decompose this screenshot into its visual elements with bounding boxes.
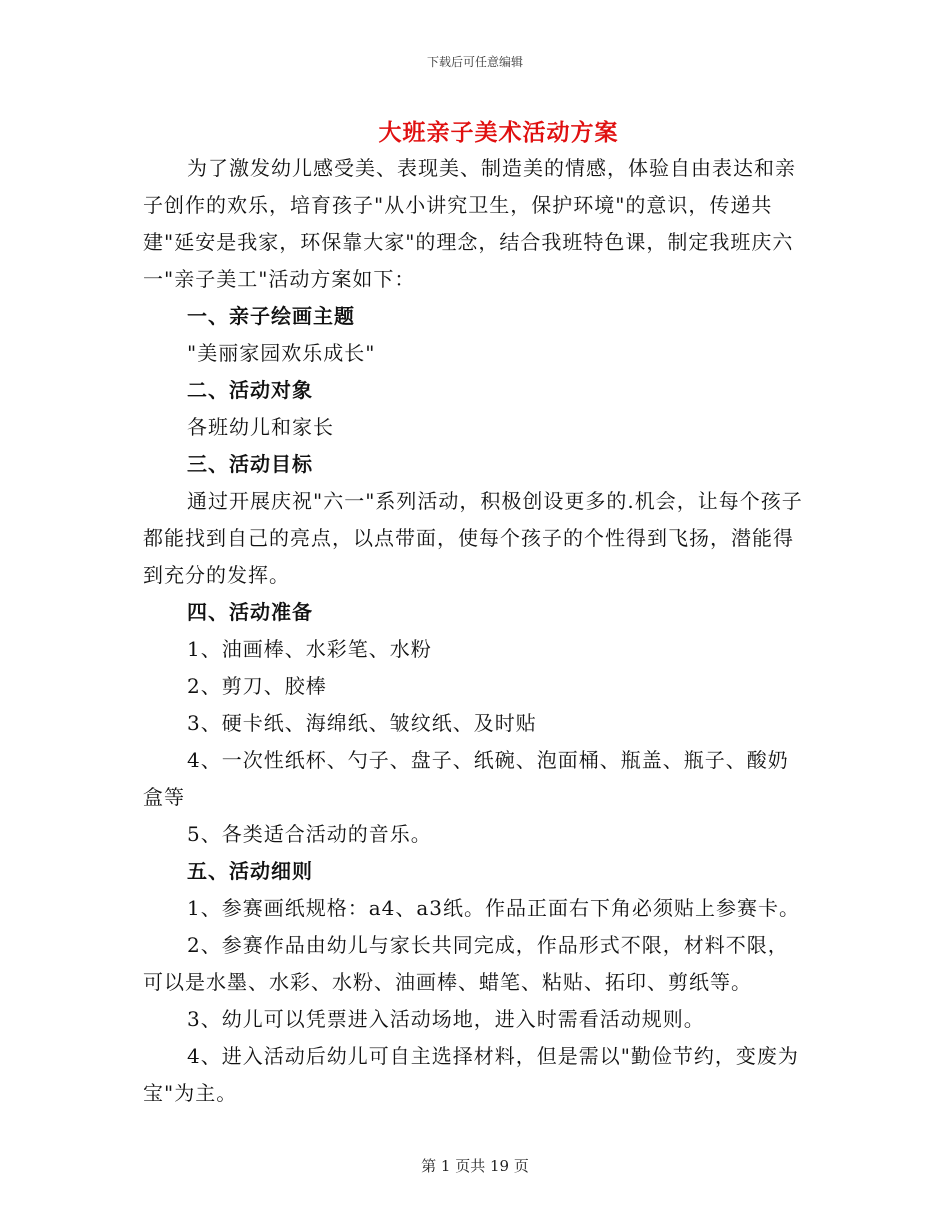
section-heading-theme: 一、亲子绘画主题 (187, 304, 355, 328)
page-header-note: 下载后可任意编辑 (426, 55, 523, 69)
list-item: 4、进入活动后幼儿可自主选择材料，但是需以"勤俭节约，变废为宝"为主。 (143, 1044, 799, 1105)
list-item: 1、参赛画纸规格：a4、a3纸。作品正面右下角必须贴上参赛卡。 (187, 896, 801, 920)
section-heading-rules: 五、活动细则 (187, 859, 313, 883)
section-paragraph: "美丽家园欢乐成长" (187, 341, 376, 365)
page-number-footer: 第 1 页共 19 页 (421, 1157, 529, 1175)
document-body (143, 150, 808, 1112)
list-item: 5、各类适合活动的音乐。 (187, 822, 432, 846)
list-item: 2、参赛作品由幼儿与家长共同完成，作品形式不限，材料不限，可以是水墨、水彩、水粉、油画棒、蜡笔、粘贴、拓印、剪纸等。 (143, 933, 789, 994)
section-heading-preparation: 四、活动准备 (187, 600, 313, 624)
list-item: 3、幼儿可以凭票进入活动场地，进入时需看活动规则。 (187, 1007, 705, 1031)
section-paragraph: 各班幼儿和家长 (187, 415, 334, 439)
section-paragraph: 通过开展庆祝"六一"系列活动，积极创设更多的.机会，让每个孩子都能找到自己的亮点，以点带面，使每个孩子的个性得到飞扬，潜能得到充分的发挥。 (143, 489, 803, 587)
document-title: 大班亲子美术活动方案 (378, 119, 619, 146)
intro-paragraph: 为了激发幼儿感受美、表现美、制造美的情感，体验自由表达和亲子创作的欢乐，培育孩子"从小讲究卫生，保护环境"的意识，传递共建"延安是我家，环保靠大家"的理念，结合我班特色课，制定我班庆六一"亲子美工"活动方案如下： (143, 156, 796, 291)
section-heading-goals: 三、活动目标 (187, 452, 313, 476)
list-item: 2、剪刀、胶棒 (187, 674, 327, 698)
list-item: 3、硬卡纸、海绵纸、皱纹纸、及时贴 (187, 711, 537, 735)
section-heading-participants: 二、活动对象 (187, 378, 313, 402)
list-item: 1、油画棒、水彩笔、水粉 (187, 637, 432, 661)
list-item: 4、一次性纸杯、勺子、盘子、纸碗、泡面桶、瓶盖、瓶子、酸奶盒等 (143, 748, 789, 809)
